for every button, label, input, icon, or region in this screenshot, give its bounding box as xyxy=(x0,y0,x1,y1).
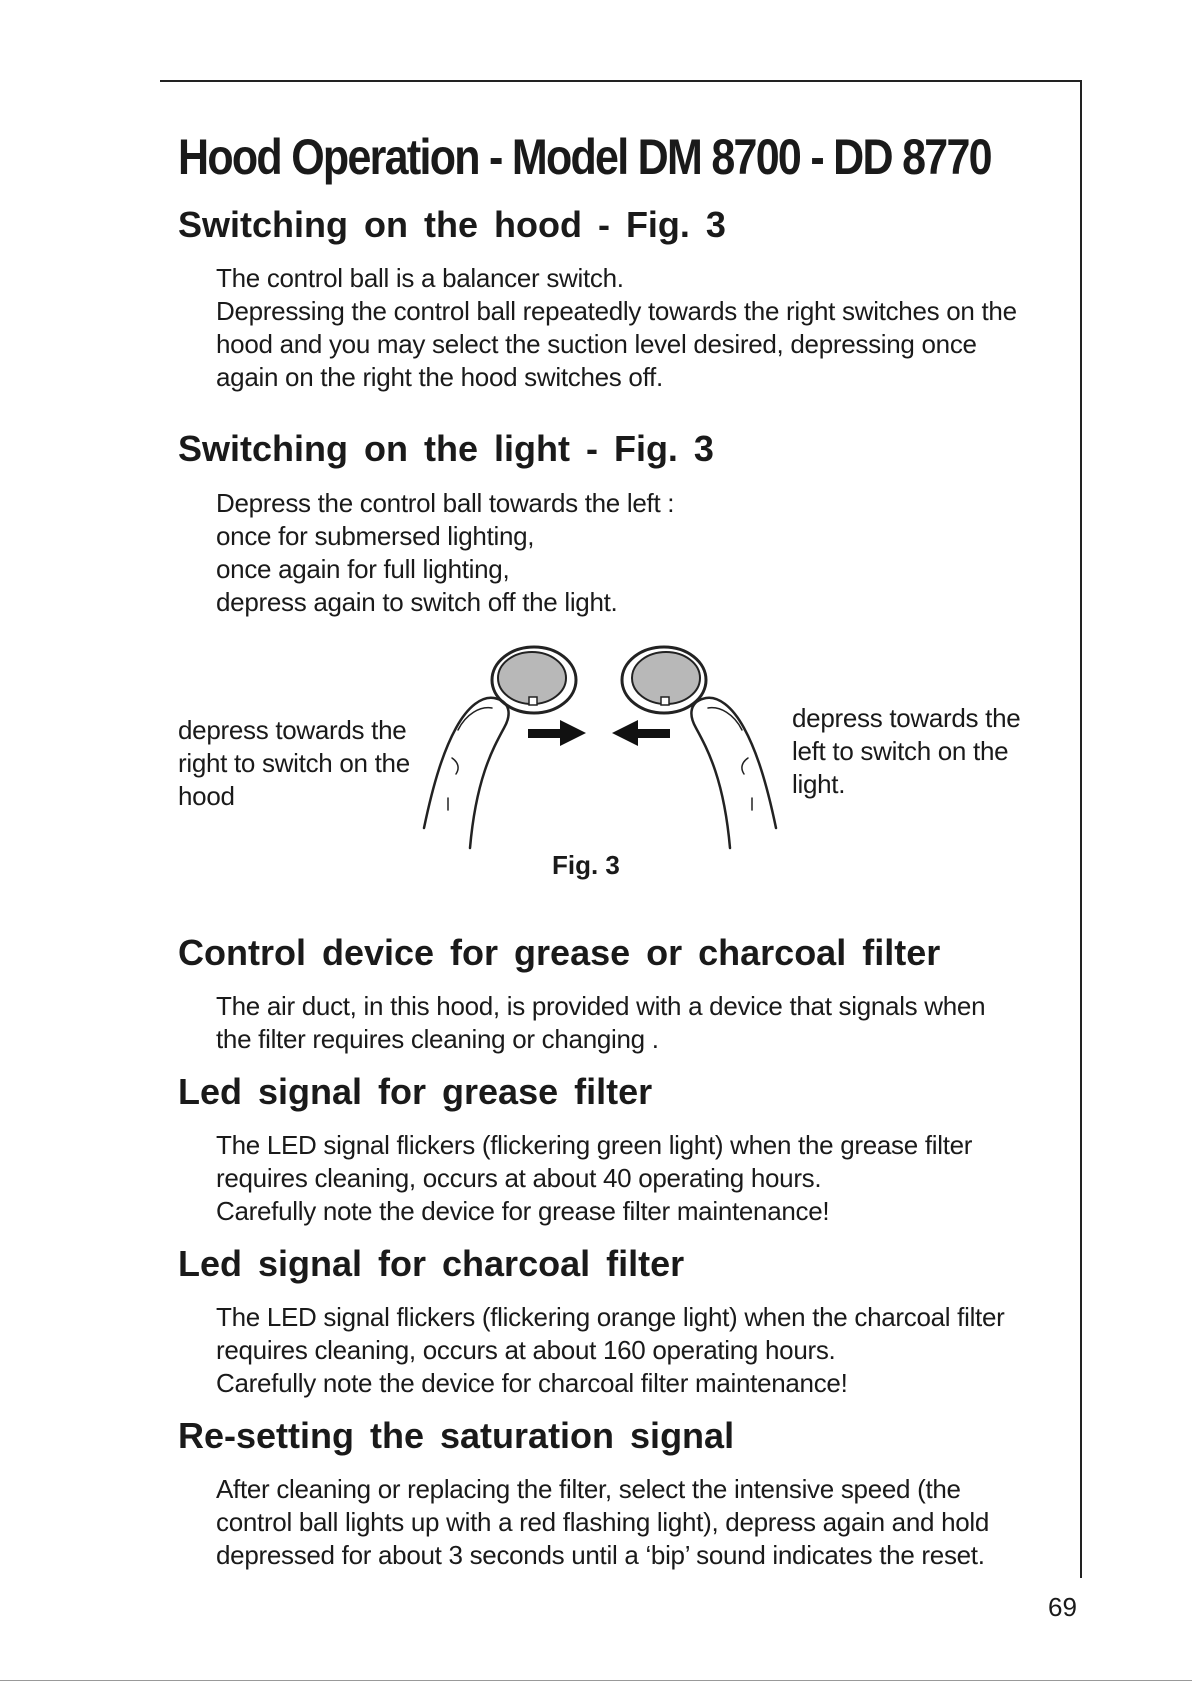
heading-led-grease: Led signal for grease filter xyxy=(178,1071,653,1112)
text-line: The control ball is a balancer switch. xyxy=(216,263,624,293)
figure-left-caption xyxy=(178,714,410,813)
heading-resetting-signal: Re-setting the saturation signal xyxy=(178,1415,735,1456)
right-control-ball xyxy=(622,647,706,713)
caption-line: right to switch on the xyxy=(178,748,410,778)
control-ball-illustration xyxy=(400,640,800,860)
heading-switching-light: Switching on the light - Fig. 3 xyxy=(178,428,714,469)
page-title: Hood Operation - Model DM 8700 - DD 8770 xyxy=(178,129,991,185)
figure-right-caption xyxy=(792,702,1020,801)
paragraph-led-grease xyxy=(216,1129,972,1228)
text-line: Depressing the control ball repeatedly towards the right switches on the xyxy=(216,296,1017,326)
text-line: hood and you may select the suction level desired, depressing once xyxy=(216,329,977,359)
right-finger-icon xyxy=(691,698,776,848)
text-line: depress again to switch off the light. xyxy=(216,587,618,617)
caption-line: hood xyxy=(178,781,235,811)
heading-switching-hood: Switching on the hood - Fig. 3 xyxy=(178,204,726,245)
caption-line: depress towards the xyxy=(792,703,1021,733)
paragraph-control-device xyxy=(216,990,985,1056)
page-frame-right-rule xyxy=(1080,80,1082,1578)
arrow-right-icon xyxy=(528,720,586,746)
text-line: depressed for about 3 seconds until a ‘bip’ sound indicates the reset. xyxy=(216,1540,985,1570)
paragraph-resetting-signal xyxy=(216,1473,989,1572)
left-finger-icon xyxy=(424,698,509,848)
text-line: requires cleaning, occurs at about 160 operating hours. xyxy=(216,1335,836,1365)
caption-line: depress towards the xyxy=(178,715,407,745)
text-line: once for submersed lighting, xyxy=(216,521,535,551)
page-frame-top-rule xyxy=(160,80,1082,82)
caption-line: left to switch on the xyxy=(792,736,1009,766)
heading-led-charcoal: Led signal for charcoal filter xyxy=(178,1243,685,1284)
text-line: again on the right the hood switches off. xyxy=(216,362,663,392)
text-line: After cleaning or replacing the filter, select the intensive speed (the xyxy=(216,1474,961,1504)
page-number: 69 xyxy=(1048,1592,1077,1622)
text-line: Carefully note the device for charcoal filter maintenance! xyxy=(216,1368,848,1398)
figure-label: Fig. 3 xyxy=(552,850,620,880)
text-line: requires cleaning, occurs at about 40 operating hours. xyxy=(216,1163,822,1193)
text-line: control ball lights up with a red flashing light), depress again and hold xyxy=(216,1507,990,1537)
arrow-left-icon xyxy=(612,720,670,746)
bottom-edge-rule xyxy=(0,1680,1192,1681)
text-line: The LED signal flickers (flickering green light) when the grease filter xyxy=(216,1130,973,1160)
paragraph-switching-light xyxy=(216,487,674,619)
text-line: once again for full lighting, xyxy=(216,554,510,584)
paragraph-switching-hood xyxy=(216,262,1017,394)
caption-line: light. xyxy=(792,769,846,799)
text-line: Depress the control ball towards the left : xyxy=(216,488,675,518)
text-line: Carefully note the device for grease filter maintenance! xyxy=(216,1196,830,1226)
text-line: The LED signal flickers (flickering orange light) when the charcoal filter xyxy=(216,1302,1005,1332)
text-line: The air duct, in this hood, is provided with a device that signals when xyxy=(216,991,986,1021)
heading-control-device: Control device for grease or charcoal filter xyxy=(178,932,941,973)
text-line: the filter requires cleaning or changing . xyxy=(216,1024,659,1054)
paragraph-led-charcoal xyxy=(216,1301,1005,1400)
